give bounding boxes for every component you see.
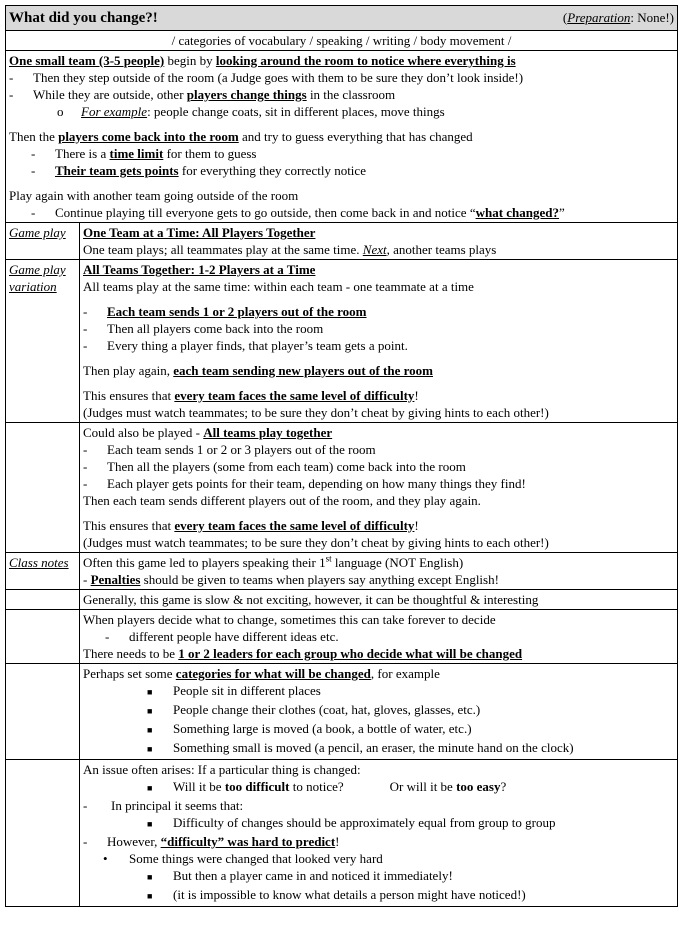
variation-label: Game play variation [6,260,80,423]
notes-categories: Perhaps set some categories for what will be changed, for example ■ People sit in different places ■ People change their clothes (coat, hat, gloves, glasses, etc.) ■ Something large is moved (a book, a bottle of water, etc.) ■ Something small is moved (a pencil, an eraser, the minute hand on the clock) [80,664,678,760]
page-title: What did you change?! [9,10,158,26]
preparation-note: (Preparation: None!) [562,10,675,25]
list-item: ■ People sit in different places [147,683,321,698]
list-item: ■ Something small is moved (a pencil, an eraser, the minute hand on the clock) [147,740,574,755]
lesson-table [5,5,678,907]
list-item: ■ Something large is moved (a book, a bottle of water, etc.) [147,721,472,736]
also-section: Could also be played - All teams play together - Each team sends 1 or 2 or 3 players out of the room - Then all the players (some from each team) come back into the room - Each player gets points for their team, depending on how many things they find! Then each team sends different players out of the room, and they play again. This ensures that every team faces the same level of difficulty! (Judges must watch teammates; to be sure they don’t cheat by giving hints to each other!) [80,423,678,553]
title-cell [6,6,678,31]
lesson-document [5,5,677,907]
gameplay-label: Game play [6,223,80,260]
notes-deciding: When players decide what to change, sometimes this can take forever to decide - different people have different ideas etc. There needs to be 1 or 2 leaders for each group who decide what will be changed [80,610,678,664]
class-notes-label: Class notes [6,553,80,590]
notes-language: Often this game led to players speaking their 1st language (NOT English) - Penalties should be given to teams when players say anything except English! [80,553,678,590]
gameplay-section: One Team at a Time: All Players Together One team plays; all teammates play at the same time. Next, another teams plays [80,223,678,260]
notes-difficulty: An issue often arises: If a particular thing is changed: ■ Will it be too difficult to notice? Or will it be too easy? - In principal it seems that: ■ Difficulty of changes should be approximately equal from group to group - However, “difficulty” was hard to predict! • Some things were changed that looked very hard ■ But then a player came in and noticed it immediately! ■ (it is impossible to know what details a person might have noticed!) [80,760,678,907]
categories-row: / categories of vocabulary / speaking / writing / body movement / [6,31,678,51]
list-item: ■ People change their clothes (coat, hat, gloves, glasses, etc.) [147,702,481,717]
variation-section: All Teams Together: 1-2 Players at a Time All teams play at the same time: within each team - one teammate at a time - Each team sends 1 or 2 players out of the room - Then all players come back into the room - Every thing a player finds, that player’s team gets a point. Then play again, each team sending new players out of the room This ensures that every team faces the same level of difficulty! (Judges must watch teammates; to be sure they don’t cheat by giving hints to each other!) [80,260,678,423]
notes-general: Generally, this game is slow & not exciting, however, it can be thoughtful & interesting [80,590,678,610]
intro-section: One small team (3-5 people) begin by looking around the room to notice where everything is - Then they step outside of the room (a Judge goes with them to be sure they don’t look inside!) - While they are outside, other players change things in the classroom o For example: people change coats, sit in different places, move things Then the players come back into the room and try to guess everything that has changed - There is a time limit for them to guess - Their team gets points for everything they correctly notice Play again with another team going outside of the room - Continue playing till everyone gets to go outside, then come back in and notice “what changed?” [6,51,678,223]
